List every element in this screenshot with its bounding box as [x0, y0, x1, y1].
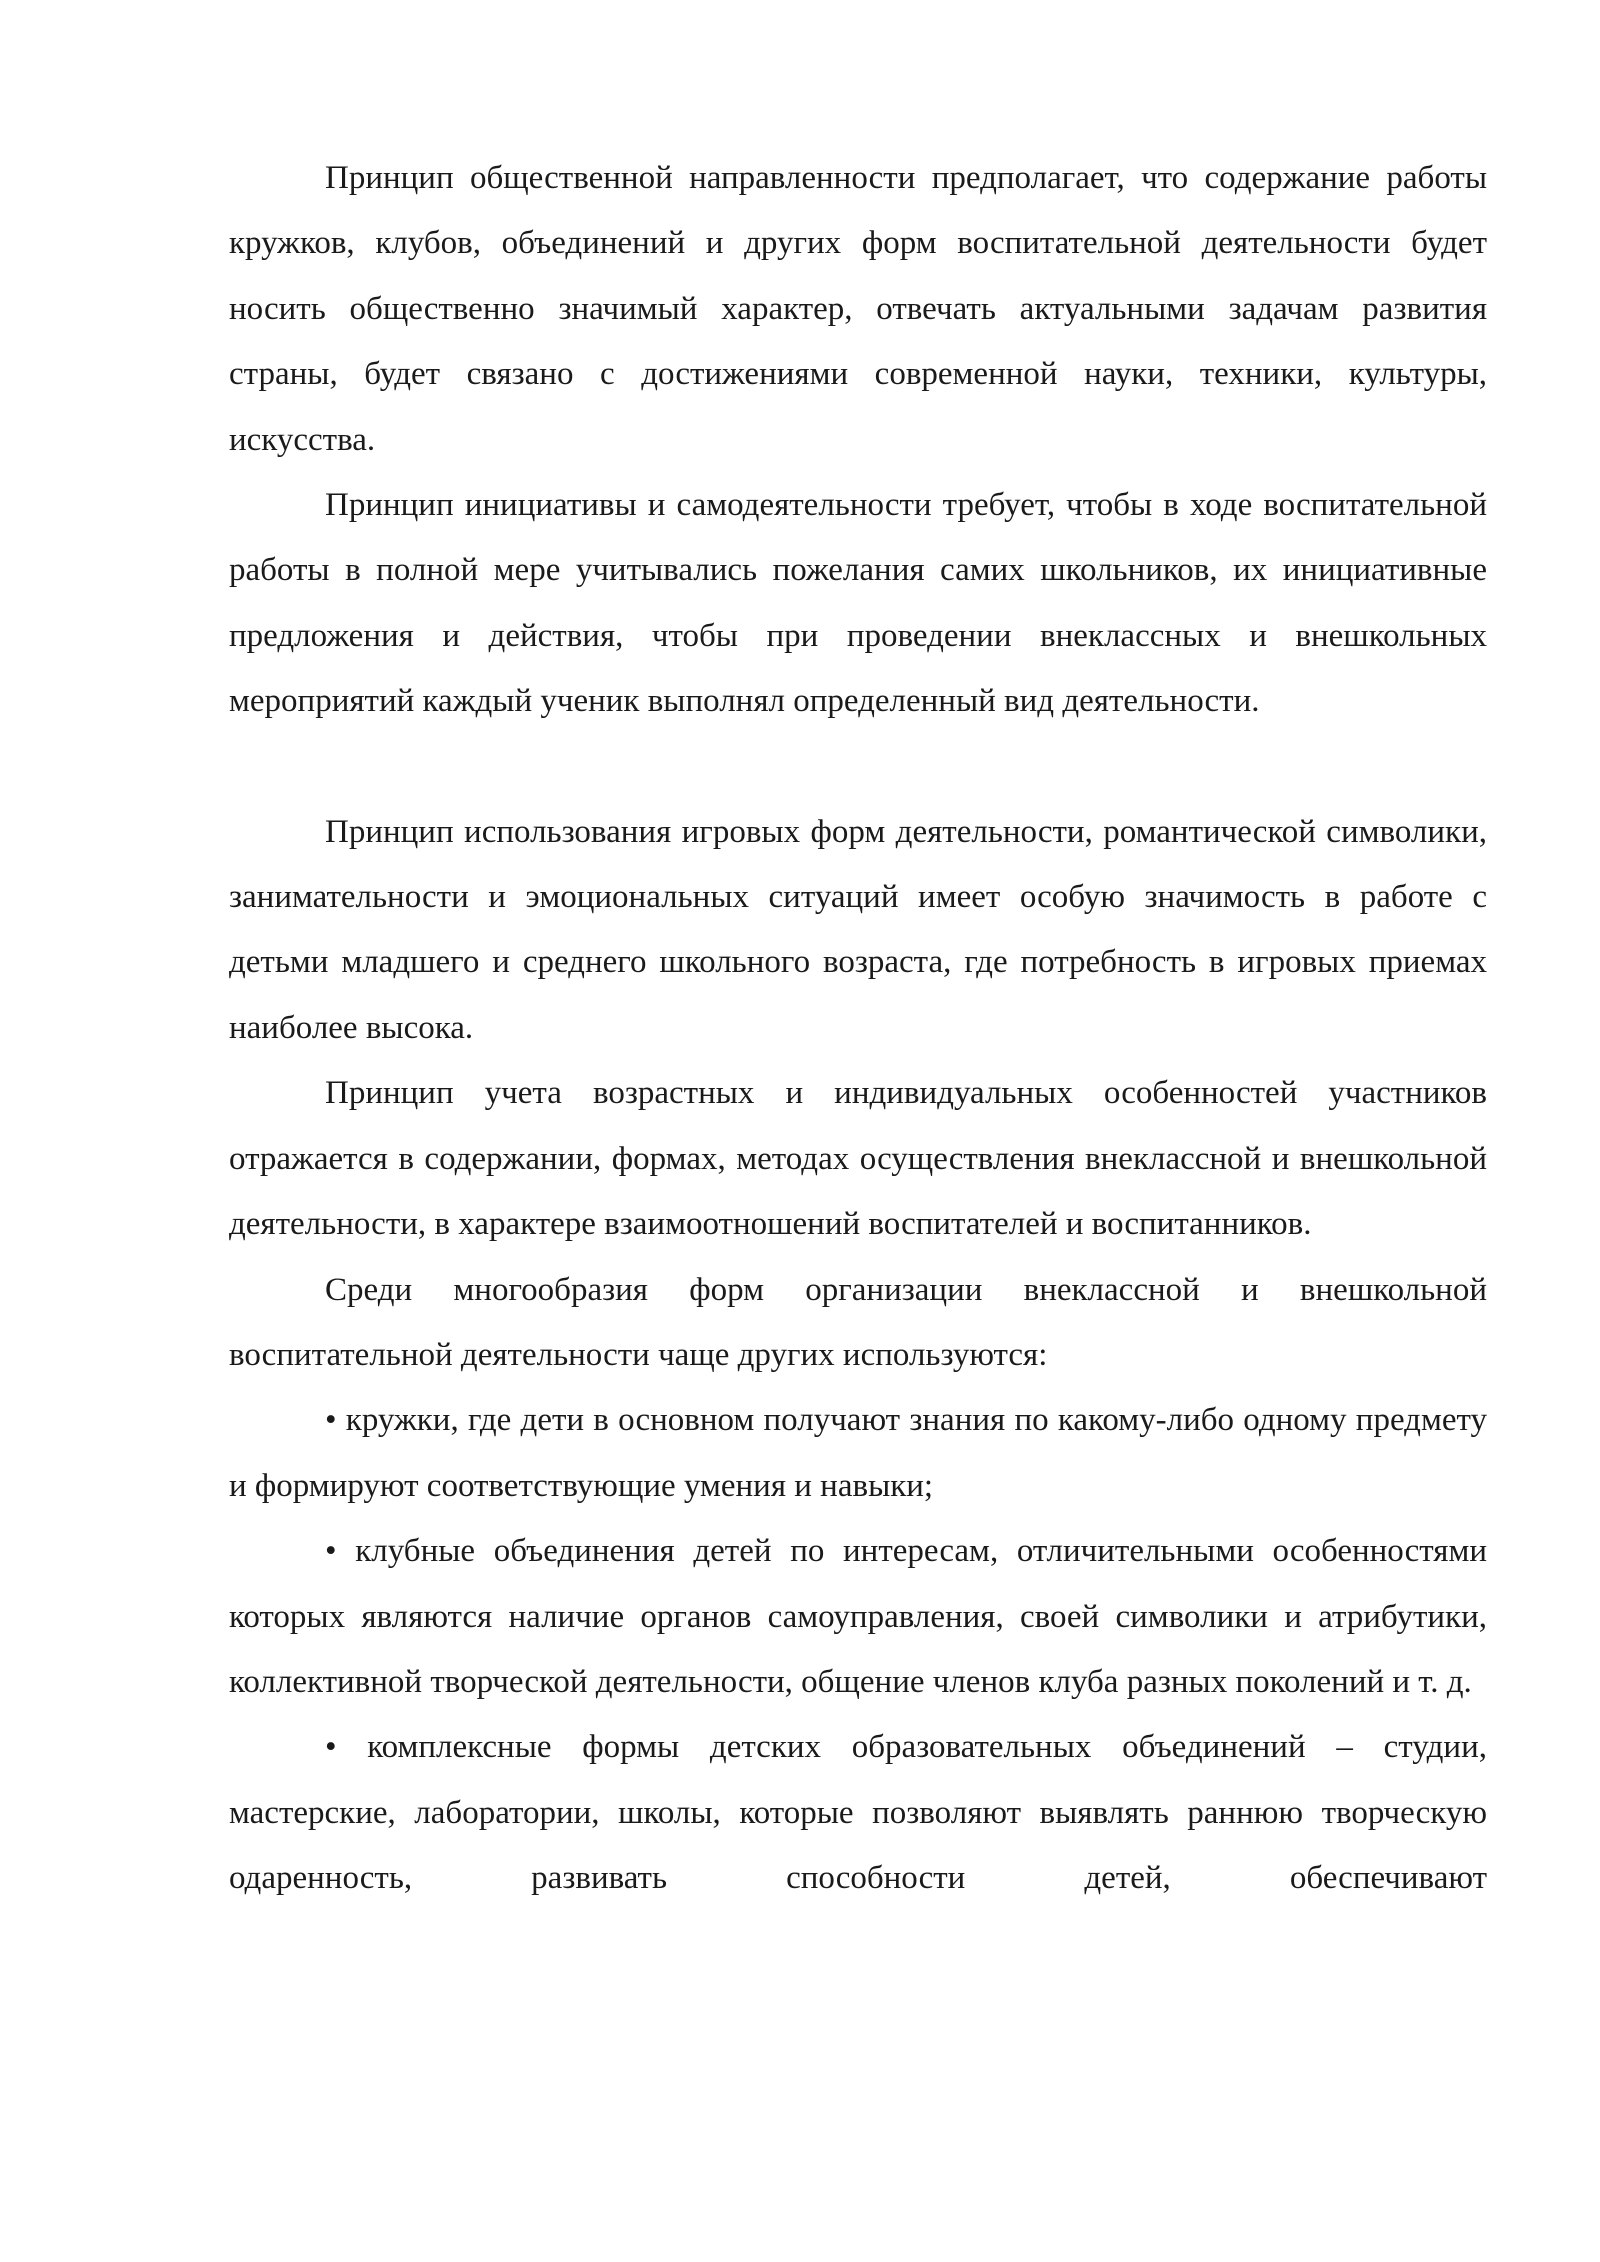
paragraph-age-features: Принцип учета возрастных и индивидуальных особенностей участников отражается в содержании, формах, методах осуществления внеклассной и внешкольной деятельности, в характере взаимоотношений воспитателей и воспитанников.	[229, 1075, 1487, 1243]
paragraph-social-orientation: Принцип общественной направленности предполагает, что содержание работы кружков, клубов, объединений и других форм воспитательной деятельности будет носить общественно значимый характер, отвечать актуальными задачам развития страны, будет связано с достижениями современной науки, техники, культуры, искусства.	[229, 160, 1487, 458]
paragraph-game-forms: Принцип использования игровых форм деятельности, романтической символики, занимательности и эмоциональных ситуаций имеет особую значимость в работе с детьми младшего и среднего школьного возраста, где потребность в игровых приемах наиболее высока.	[229, 813, 1487, 1046]
list-item-complex-forms: • комплексные формы детских образовательных объединений – студии, мастерские, лаборатории, школы, которые позволяют выявлять раннюю творческую одаренность, развивать способности детей, обеспечивают	[229, 1729, 1487, 1897]
list-item-circles: • кружки, где дети в основном получают знания по какому-либо одному предмету и формируют соответствующие умения и навыки;	[229, 1402, 1487, 1504]
paragraph-initiative: Принцип инициативы и самодеятельности требует, чтобы в ходе воспитательной работы в полной мере учитывались пожелания самих школьников, их инициативные предложения и действия, чтобы при проведении внеклассных и внешкольных мероприятий каждый ученик выполнял определенный вид деятельности.	[229, 487, 1487, 720]
list-item-clubs: • клубные объединения детей по интересам, отличительными особенностями которых являются наличие органов самоуправления, своей символики и атрибутики, коллективной творческой деятельности, общение членов клуба разных поколений и т. д.	[229, 1533, 1487, 1700]
paragraph-forms-intro: Среди многообразия форм организации внеклассной и внешкольной воспитательной деятельности чаще других используются:	[229, 1271, 1487, 1373]
document-body	[229, 146, 1487, 1912]
